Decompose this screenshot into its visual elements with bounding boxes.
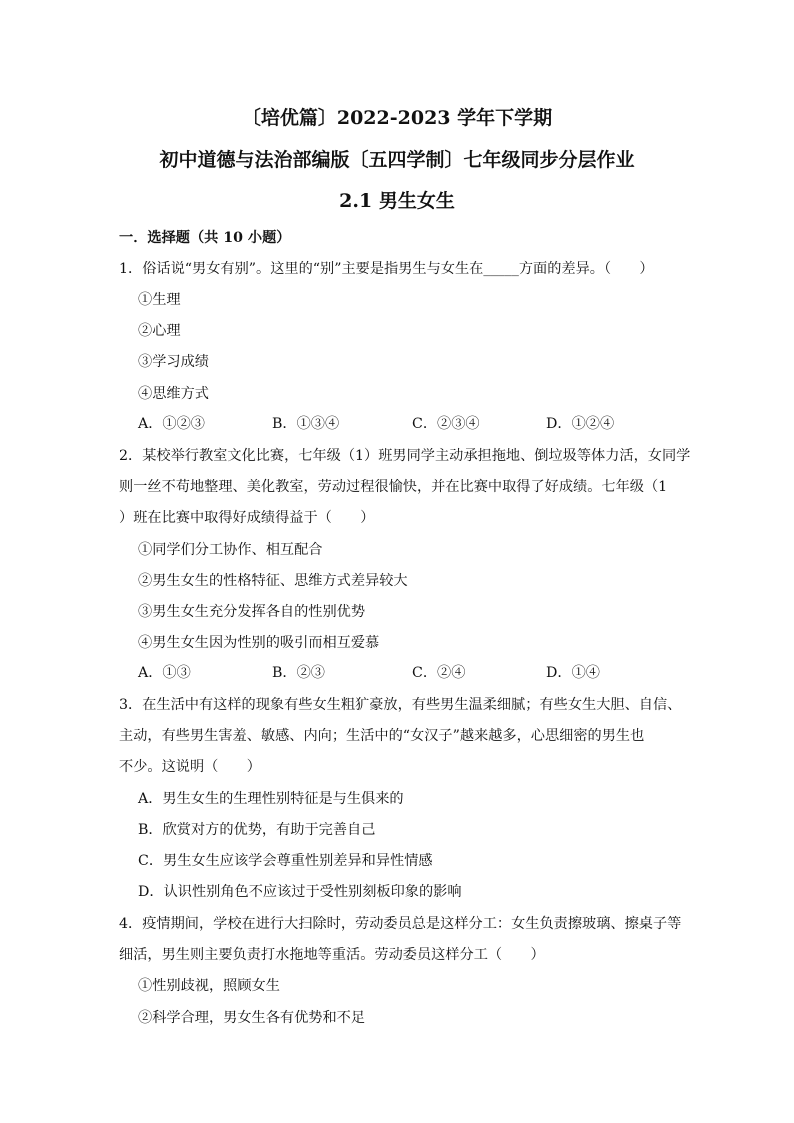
question-1-choice-c: C．②③④ [412,416,480,432]
question-1-choice-a: A．①②③ [138,416,205,432]
question-1-choices [138,414,698,434]
question-2-item-1: ①同学们分工协作、相互配合 [138,542,323,558]
question-1-item-4: ④思维方式 [138,386,209,402]
question-1-item-3: ③学习成绩 [138,354,209,370]
question-2-item-4: ④男生女生因为性别的吸引而相互爱慕 [138,635,380,651]
question-2-item-3: ③男生女生充分发挥各自的性别优势 [138,604,366,620]
question-2-stem-line-2: 则一丝不苟地整理、美化教室，劳动过程很愉快，并在比赛中取得了好成绩。七年级（1 [119,479,668,495]
question-2-choice-a: A．①③ [138,665,191,681]
document-title-line2: 初中道德与法治部编版〔五四学制〕七年级同步分层作业 [159,149,635,171]
question-4-stem-line-2: 细活，男生则主要负责打水拖地等重活。劳动委员这样分工（ ） [119,947,545,963]
question-4-item-2: ②科学合理，男女生各有优势和不足 [138,1010,366,1026]
section-heading: 一．选择题（共 10 小题） [119,230,291,246]
question-1-item-1: ①生理 [138,292,181,308]
question-2-stem-line-3: ）班在比赛中取得好成绩得益于（ ） [119,510,375,526]
question-1-choice-d: D．①②④ [546,416,615,432]
question-3-stem-line-2: 主动，有些男生害羞、敏感、内向；生活中的“女汉子”越来越多，心思细密的男生也 [119,728,645,744]
document-title-line3: 2.1 男生女生 [339,190,455,212]
question-2-choice-b: B．②③ [272,665,325,681]
question-2-choice-c: C．②④ [412,665,466,681]
question-4-item-1: ①性别歧视，照顾女生 [138,978,280,994]
question-1-stem: 1．俗话说“男女有别”。这里的“别”主要是指男生与女生在_____方面的差异。（ ） [119,261,654,277]
question-2-stem-line-1: 2．某校举行教室文化比赛，七年级（1）班男同学主动承担拖地、倒垃圾等体力活，女同学 [119,448,691,464]
question-3-option-b: B．欣赏对方的优势，有助于完善自己 [138,822,376,838]
question-1-choice-b: B．①③④ [272,416,340,432]
question-3-stem-line-1: 3．在生活中有这样的现象有些女生粗犷豪放，有些男生温柔细腻；有些女生大胆、自信、 [119,697,682,713]
question-2-choices [138,663,698,683]
question-1-item-2: ②心理 [138,323,181,339]
question-2-choice-d: D．①④ [546,665,600,681]
question-3-option-c: C．男生女生应该学会尊重性别差异和异性情感 [138,853,433,869]
document-title-line1: 〔培优篇〕2022-2023 学年下学期 [241,107,553,129]
question-3-option-a: A．男生女生的生理性别特征是与生俱来的 [138,791,404,807]
question-3-option-d: D．认识性别角色不应该过于受性别刻板印象的影响 [138,884,462,900]
question-3-stem-line-3: 不少。这说明（ ） [119,759,261,775]
question-4-stem-line-1: 4．疫情期间，学校在进行大扫除时，劳动委员总是这样分工：女生负责擦玻璃、擦桌子等 [119,916,682,932]
question-2-item-2: ②男生女生的性格特征、思维方式差异较大 [138,573,408,589]
